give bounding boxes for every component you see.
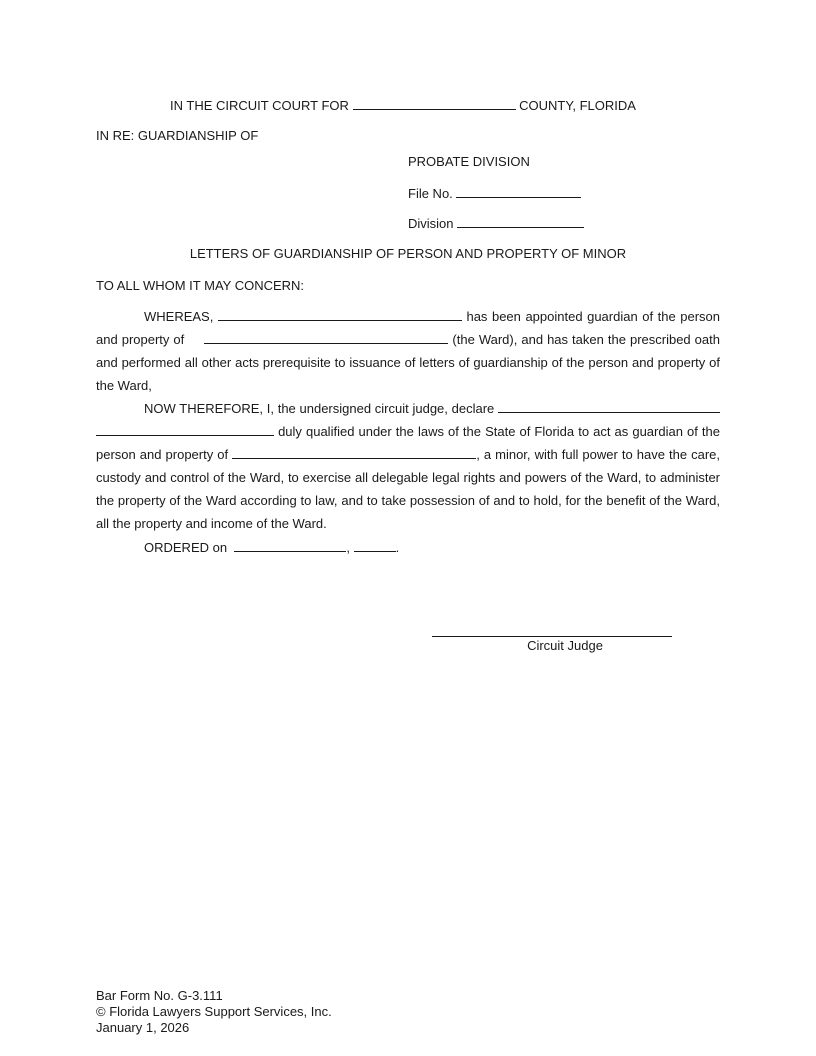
bar-form-number: Bar Form No. G-3.111: [96, 988, 223, 1003]
county-blank[interactable]: [353, 97, 516, 110]
division-title: PROBATE DIVISION: [408, 154, 530, 169]
whereas-text-3: (the Ward), and has taken the prescribed oath and performed all other acts prerequisite to issuance of letters of guardianship of the person and property of the Ward,: [96, 332, 720, 393]
minor-name-blank[interactable]: [232, 446, 476, 459]
in-re-label: IN RE: GUARDIANSHIP OF: [96, 128, 259, 143]
file-no-blank[interactable]: [456, 185, 581, 198]
signature-label: Circuit Judge: [527, 638, 603, 653]
whereas-text-1: WHEREAS,: [144, 309, 214, 324]
division-blank[interactable]: [457, 215, 584, 228]
file-no-label: File No.: [408, 186, 453, 201]
declared-guardian-blank-1[interactable]: [498, 400, 720, 413]
division-label: Division: [408, 216, 454, 231]
guardian-name-blank[interactable]: [218, 308, 462, 321]
file-no-row: [408, 185, 581, 202]
division-row: [408, 215, 584, 232]
ordered-row: [144, 539, 399, 556]
salutation: TO ALL WHOM IT MAY CONCERN:: [96, 278, 305, 293]
ordered-period: .: [395, 540, 400, 555]
declared-guardian-blank-2[interactable]: [96, 423, 274, 436]
now-therefore-text-3: , a minor, with full power to have the care, custody and control of the Ward, to exercise all delegable legal rights and powers of the Ward, to administer the property of the Ward according to law, and to take possession of and to hold, for the benefit of the Ward, all the property and income of the Ward.: [96, 447, 721, 531]
copyright-notice: © Florida Lawyers Support Services, Inc.: [96, 1004, 332, 1019]
form-date: January 1, 2026: [96, 1020, 190, 1035]
court-prefix: IN THE CIRCUIT COURT FOR: [170, 98, 349, 113]
ward-name-blank[interactable]: [204, 331, 448, 344]
whereas-text-2: has been appointed guardian of the person and property of: [96, 309, 721, 347]
now-therefore-paragraph: [96, 397, 720, 535]
ordered-year-blank[interactable]: [354, 539, 396, 552]
now-therefore-text-2: duly qualified under the laws of the State of Florida to act as guardian of the person and property of: [96, 424, 720, 462]
form-footer: [96, 988, 332, 1036]
ordered-date-blank[interactable]: [234, 539, 346, 552]
ordered-label: ORDERED on: [144, 540, 228, 555]
now-therefore-text-1: NOW THEREFORE, I, the undersigned circuit judge, declare: [144, 401, 495, 416]
court-heading: [170, 97, 636, 114]
court-suffix: COUNTY, FLORIDA: [519, 98, 636, 113]
signature-line[interactable]: [432, 636, 672, 637]
document-title: LETTERS OF GUARDIANSHIP OF PERSON AND PROPERTY OF MINOR: [189, 246, 627, 261]
whereas-paragraph: [96, 305, 720, 397]
ordered-comma: ,: [346, 540, 350, 555]
